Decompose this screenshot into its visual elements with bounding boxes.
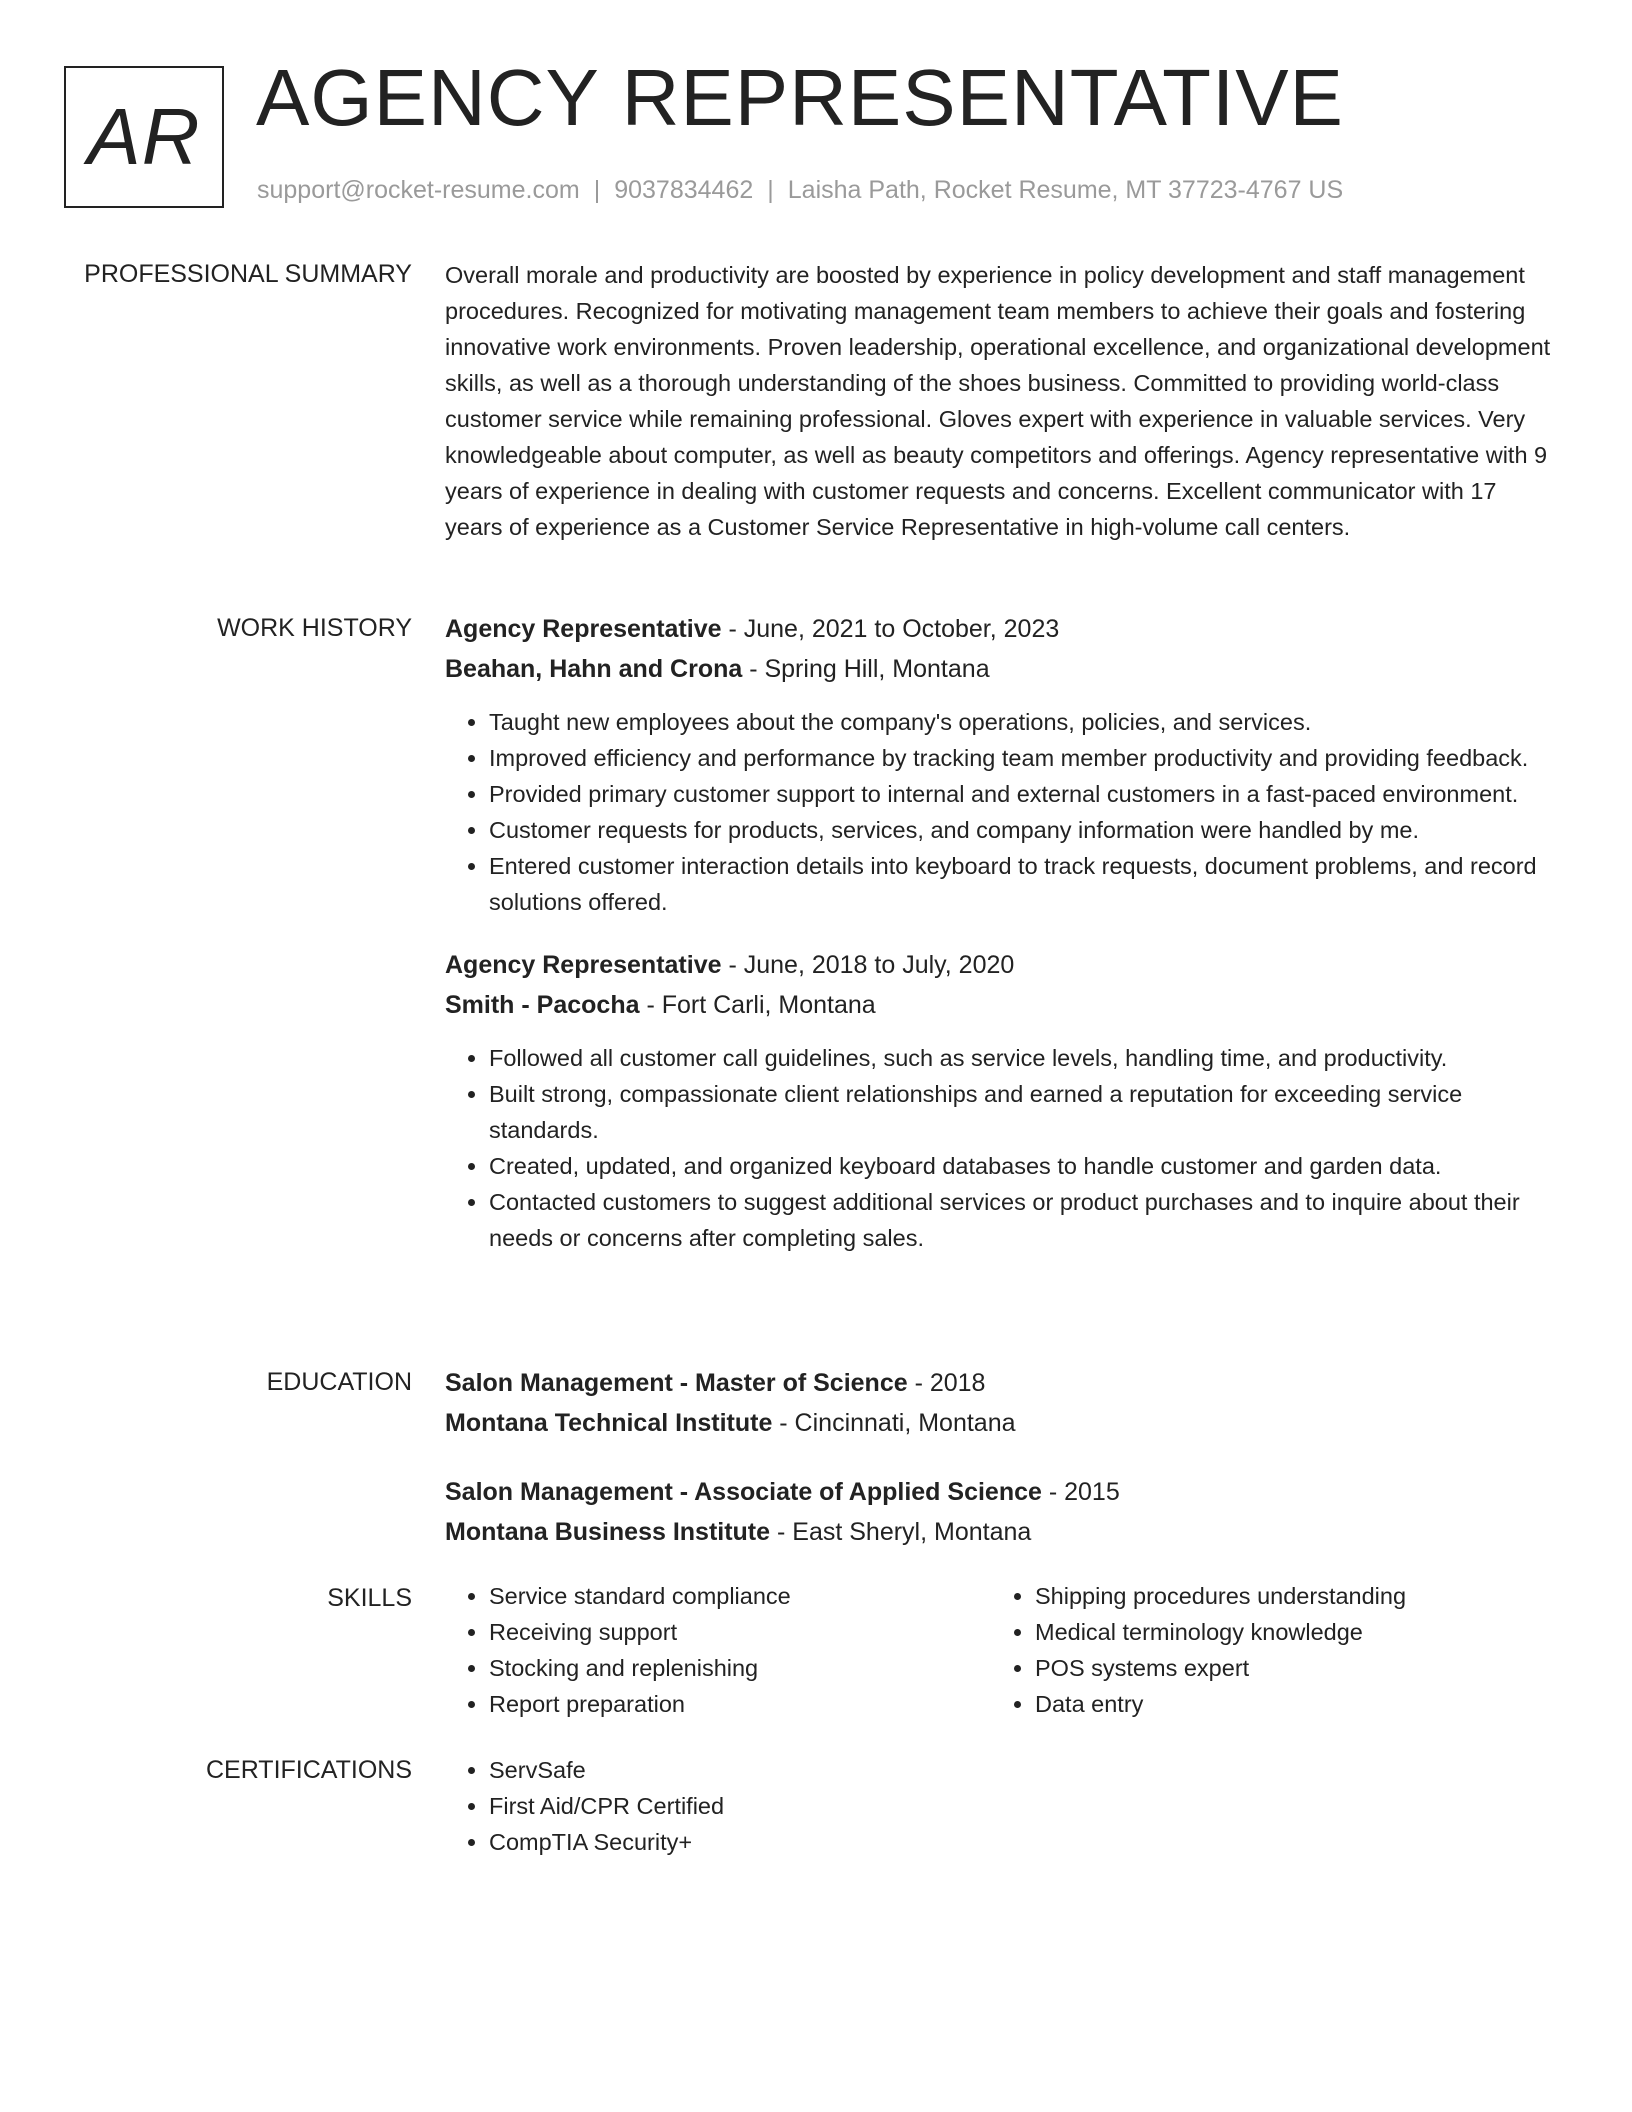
list-item: • Service standard compliance (489, 1578, 989, 1614)
job-title-line (445, 945, 1560, 985)
skills-heading: SKILLS (327, 1584, 412, 1612)
candidate-name: AGENCY REPRESENTATIVE (256, 53, 1344, 142)
certifications-list (445, 1752, 1560, 1860)
list-item: • Contacted customers to suggest additional services or product purchases and to inquire about their needs or concerns after completing sales. (489, 1184, 1560, 1256)
degree-line (445, 1363, 1560, 1403)
degree-line (445, 1472, 1560, 1512)
job-bullets (445, 704, 1560, 920)
certifications-heading: CERTIFICATIONS (205, 1756, 412, 1784)
contact-separator: | (593, 176, 601, 204)
school: Montana Technical Institute (445, 1409, 773, 1437)
list-item: • Receiving support (489, 1614, 989, 1650)
list-item: • Report preparation (489, 1686, 989, 1722)
list-item: • First Aid/CPR Certified (489, 1788, 1560, 1824)
contact-email: support@rocket-resume.com (257, 176, 580, 204)
initials-monogram: AR (64, 66, 224, 208)
job-company: Smith - Pacocha (445, 991, 640, 1019)
contact-separator: | (767, 176, 774, 204)
school-location: - East Sheryl, Montana (770, 1518, 1032, 1546)
job-entry (445, 950, 1560, 1256)
degree-year: - 2015 (1041, 1478, 1120, 1506)
job-company-line (445, 649, 1560, 689)
list-item: • Followed all customer call guidelines, such as service levels, handling time, and productivity. (489, 1040, 1560, 1076)
summary-text: Overall morale and productivity are boosted by experience in policy development and staff management procedures. Recognized for motivating management team members to achieve their goals and fostering innovative work environments. Proven leadership, operational excellence, and organizational development skills, as well as a thorough understanding of the shoes business. Committed to providing world-class customer service while remaining professional. Gloves expert with experience in valuable services. Very knowledgeable about computer, as well as beauty competitors and offerings. Agency representative with 9 years of experience in dealing with customer requests and concerns. Excellent communicator with 17 years of experience as a Customer Service Representative in high-volume call centers. (445, 262, 1551, 540)
degree: Salon Management - Master of Science (445, 1369, 908, 1397)
job-title-line (445, 609, 1560, 649)
list-item: • Data entry (1035, 1686, 1535, 1722)
job-title: Agency Representative (445, 615, 722, 643)
list-item: • Taught new employees about the company's operations, policies, and services. (489, 704, 1560, 740)
education-entry (445, 1368, 1560, 1448)
skills-list (445, 1578, 1560, 1722)
job-company-line (445, 985, 1560, 1025)
list-item: • CompTIA Security+ (489, 1824, 1560, 1860)
skills-column-1 (445, 1578, 989, 1722)
list-item: • POS systems expert (1035, 1650, 1535, 1686)
job-dates: - June, 2018 to July, 2020 (721, 951, 1015, 979)
list-item: • Medical terminology knowledge (1035, 1614, 1535, 1650)
job-location: - Fort Carli, Montana (639, 991, 876, 1019)
education-heading: EDUCATION (266, 1368, 412, 1396)
school-line (445, 1512, 1560, 1552)
degree: Salon Management - Associate of Applied Science (445, 1478, 1042, 1506)
job-entry (445, 614, 1560, 920)
list-item: • Stocking and replenishing (489, 1650, 989, 1686)
contact-address: Laisha Path, Rocket Resume, MT 37723-4767 US (787, 176, 1344, 204)
education-entry (445, 1477, 1560, 1557)
contact-phone: 9037834462 (614, 176, 754, 204)
job-company: Beahan, Hahn and Crona (445, 655, 743, 683)
work-history-heading: WORK HISTORY (217, 614, 412, 642)
list-item: • Provided primary customer support to internal and external customers in a fast-paced environment. (489, 776, 1560, 812)
list-item: • ServSafe (489, 1752, 1560, 1788)
list-item: • Improved efficiency and performance by tracking team member productivity and providing feedback. (489, 740, 1560, 776)
contact-line (257, 176, 1343, 205)
school: Montana Business Institute (445, 1518, 771, 1546)
school-line (445, 1403, 1560, 1443)
job-bullets (445, 1040, 1560, 1256)
school-location: - Cincinnati, Montana (772, 1409, 1016, 1437)
list-item: • Shipping procedures understanding (1035, 1578, 1535, 1614)
skills-column-2 (989, 1578, 1535, 1722)
list-item: • Entered customer interaction details into keyboard to track requests, document problems, and record solutions offered. (489, 848, 1560, 920)
list-item: • Created, updated, and organized keyboard databases to handle customer and garden data. (489, 1148, 1560, 1184)
list-item: • Customer requests for products, services, and company information were handled by me. (489, 812, 1560, 848)
list-item: • Built strong, compassionate client relationships and earned a reputation for exceeding service standards. (489, 1076, 1560, 1148)
job-title: Agency Representative (445, 951, 722, 979)
job-location: - Spring Hill, Montana (742, 655, 990, 683)
job-dates: - June, 2021 to October, 2023 (721, 615, 1060, 643)
summary-heading: PROFESSIONAL SUMMARY (84, 260, 412, 288)
degree-year: - 2018 (907, 1369, 986, 1397)
